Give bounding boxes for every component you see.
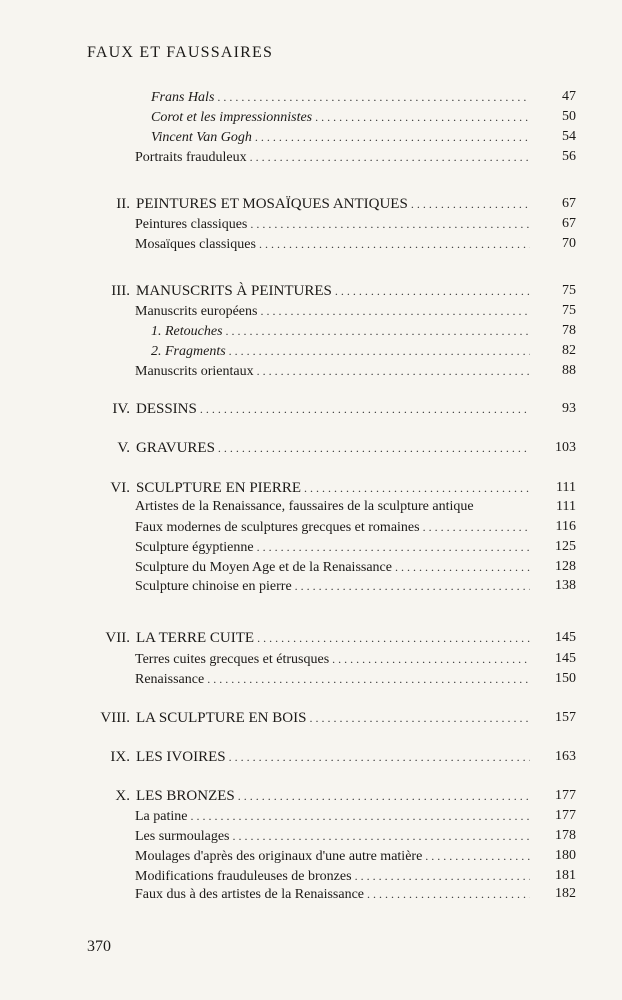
toc-chapter: [105, 628, 576, 648]
entry-title: La patine: [135, 809, 188, 824]
toc-entry: [135, 846, 576, 866]
toc-chapter: [110, 747, 576, 767]
entry-page-number: 145: [555, 651, 576, 666]
chapter-number: VI.: [110, 480, 130, 496]
entry-title: Corot et les impressionnistes: [151, 110, 313, 125]
dot-leader: [229, 747, 530, 767]
chapter-number: X.: [115, 788, 130, 804]
dot-leader: [395, 557, 530, 577]
dot-leader: [335, 281, 530, 301]
entry-title: LES BRONZES: [136, 788, 235, 804]
dot-leader: [229, 341, 530, 361]
toc-entry: [151, 341, 576, 361]
entry-page-number: 177: [555, 808, 576, 823]
chapter-number: IX.: [110, 749, 130, 765]
entry-page-number: 182: [555, 886, 576, 901]
entry-page-number: 67: [562, 196, 576, 211]
chapter-number: V.: [117, 440, 130, 456]
entry-title: Terres cuites grecques et étrusques: [135, 652, 330, 667]
entry-title: SCULPTURE EN PIERRE: [136, 480, 302, 496]
entry-title: Les surmoulages: [135, 829, 230, 844]
entry-page-number: 163: [555, 749, 576, 764]
toc-chapter: [110, 478, 576, 498]
entry-title: MANUSCRITS À PEINTURES: [136, 283, 332, 299]
toc-entry: [135, 361, 576, 381]
toc-chapter: [115, 786, 576, 806]
dot-leader: [260, 301, 530, 321]
entry-page-number: 111: [556, 499, 576, 514]
entry-page-number: 93: [562, 401, 576, 416]
toc-entry: [135, 147, 576, 167]
entry-page-number: 177: [555, 788, 576, 803]
entry-page-number: 56: [562, 149, 576, 164]
entry-page-number: 138: [555, 578, 576, 593]
toc-entry: [151, 107, 576, 127]
entry-title: LA TERRE CUITE: [136, 630, 255, 646]
entry-page-number: 75: [562, 303, 576, 318]
entry-title: DESSINS: [136, 401, 197, 417]
toc-entry: [135, 537, 576, 557]
entry-page-number: 88: [562, 363, 576, 378]
entry-title: Sculpture chinoise en pierre: [135, 579, 292, 594]
entry-title: Peintures classiques: [135, 217, 248, 232]
entry-title: Artistes de la Renaissance, faussaires de la sculpture antique: [135, 499, 474, 514]
dot-leader: [218, 438, 530, 458]
dot-leader: [423, 517, 530, 537]
entry-page-number: 111: [556, 480, 576, 495]
toc-entry: [135, 497, 576, 517]
chapter-number: III.: [111, 283, 130, 299]
entry-title: Mosaïques classiques: [135, 237, 256, 252]
entry-title: 1. Retouches: [151, 324, 223, 339]
toc-chapter: [117, 438, 576, 458]
dot-leader: [190, 806, 530, 826]
chapter-number: II.: [116, 196, 130, 212]
toc-chapter: [111, 281, 576, 301]
entry-title: GRAVURES: [136, 440, 215, 456]
dot-leader: [250, 214, 530, 234]
chapter-number: VIII.: [100, 710, 130, 726]
toc-entry: [151, 321, 576, 341]
entry-page-number: 78: [562, 323, 576, 338]
entry-title: LA SCULPTURE EN BOIS: [136, 710, 307, 726]
entry-page-number: 180: [555, 848, 576, 863]
toc-chapter: [100, 708, 576, 728]
toc-entry: [151, 127, 576, 147]
toc-entry: [135, 234, 576, 254]
entry-page-number: 181: [555, 868, 576, 883]
dot-leader: [226, 321, 530, 341]
toc-entry: [151, 87, 576, 107]
entry-title: Sculpture du Moyen Age et de la Renaissance: [135, 560, 392, 575]
entry-title: Moulages d'après des originaux d'une autre matière: [135, 849, 423, 864]
toc-entry: [135, 214, 576, 234]
entry-page-number: 178: [555, 828, 576, 843]
entry-page-number: 103: [555, 440, 576, 455]
entry-title: 2. Fragments: [151, 344, 226, 359]
toc-entry: [135, 301, 576, 321]
dot-leader: [355, 866, 530, 886]
dot-leader: [200, 399, 530, 419]
entry-page-number: 145: [555, 630, 576, 645]
dot-leader: [304, 478, 530, 498]
dot-leader: [367, 884, 530, 904]
dot-leader: [295, 576, 530, 596]
entry-page-number: 50: [562, 109, 576, 124]
chapter-number: IV.: [112, 401, 130, 417]
dot-leader: [238, 786, 530, 806]
entry-title: Manuscrits orientaux: [135, 364, 254, 379]
entry-title: Modifications frauduleuses de bronzes: [135, 869, 352, 884]
running-head: FAUX ET FAUSSAIRES: [87, 44, 274, 61]
entry-title: Faux modernes de sculptures grecques et romaines: [135, 520, 420, 535]
entry-page-number: 47: [562, 89, 576, 104]
dot-leader: [411, 194, 530, 214]
page-number: 370: [87, 938, 111, 955]
toc-entry: [135, 517, 576, 537]
entry-title: Portraits frauduleux: [135, 150, 247, 165]
chapter-number: VII.: [105, 630, 130, 646]
dot-leader: [217, 87, 530, 107]
toc-entry: [135, 669, 576, 689]
dot-leader: [257, 361, 530, 381]
toc-chapter: [116, 194, 576, 214]
toc-entry: [135, 557, 576, 577]
entry-title: Faux dus à des artistes de la Renaissance: [135, 887, 364, 902]
toc-entry: [135, 576, 576, 596]
entry-page-number: 82: [562, 343, 576, 358]
entry-page-number: 75: [562, 283, 576, 298]
toc-entry: [135, 649, 576, 669]
entry-title: Manuscrits européens: [135, 304, 258, 319]
entry-title: Vincent Van Gogh: [151, 130, 252, 145]
dot-leader: [315, 107, 530, 127]
entry-title: LES IVOIRES: [136, 749, 226, 765]
entry-page-number: 54: [562, 129, 576, 144]
dot-leader: [309, 708, 530, 728]
dot-leader: [255, 127, 530, 147]
dot-leader: [232, 826, 530, 846]
dot-leader: [332, 649, 530, 669]
dot-leader: [259, 234, 530, 254]
toc-entry: [135, 866, 576, 886]
entry-page-number: 67: [562, 216, 576, 231]
entry-title: Renaissance: [135, 672, 205, 687]
dot-leader: [250, 147, 530, 167]
entry-page-number: 70: [562, 236, 576, 251]
toc-chapter: [112, 399, 576, 419]
entry-title: PEINTURES ET MOSAÏQUES ANTIQUES: [136, 196, 408, 212]
entry-page-number: 157: [555, 710, 576, 725]
entry-page-number: 125: [555, 539, 576, 554]
toc-entry: [135, 826, 576, 846]
entry-page-number: 150: [555, 671, 576, 686]
dot-leader: [257, 628, 530, 648]
dot-leader: [257, 537, 530, 557]
dot-leader: [207, 669, 530, 689]
toc-entry: [135, 806, 576, 826]
entry-title: Frans Hals: [151, 90, 215, 105]
dot-leader: [425, 846, 530, 866]
entry-page-number: 116: [555, 519, 576, 534]
toc-entry: [135, 884, 576, 904]
entry-title: Sculpture égyptienne: [135, 540, 254, 555]
entry-page-number: 128: [555, 559, 576, 574]
